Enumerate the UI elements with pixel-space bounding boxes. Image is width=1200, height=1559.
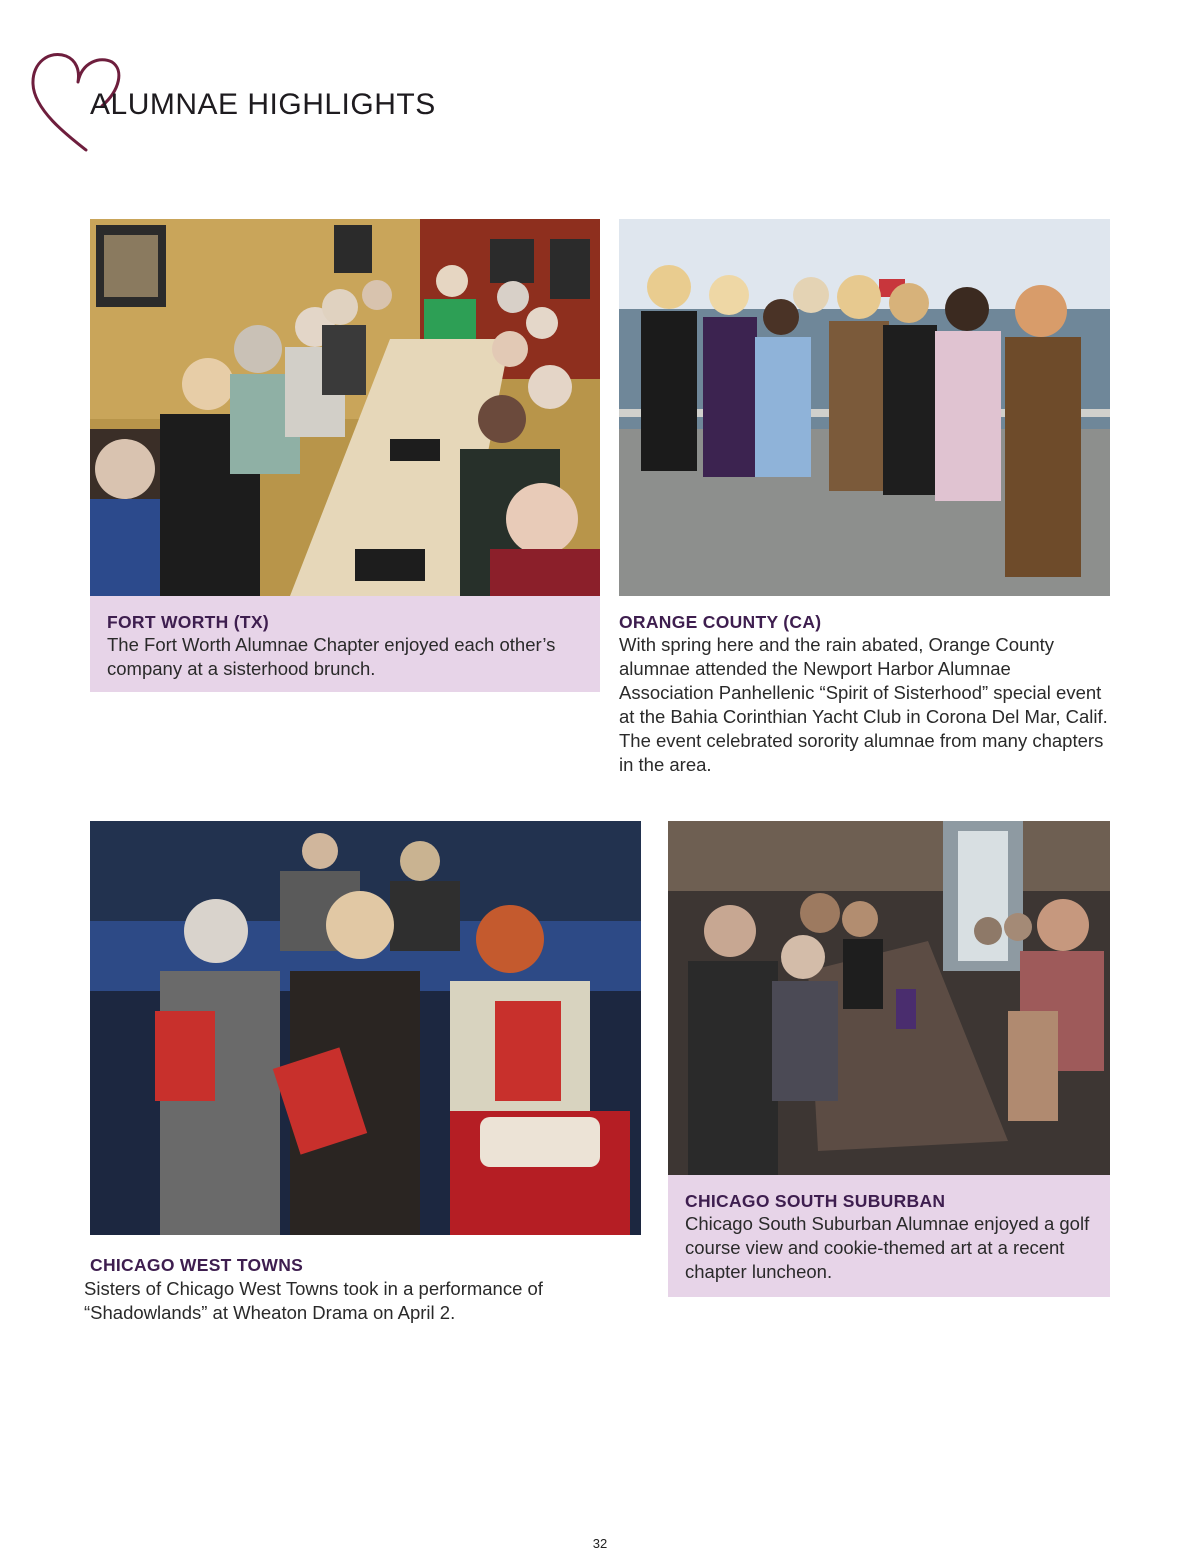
- fort-worth-photo: [90, 219, 600, 596]
- story-body: The Fort Worth Alumnae Chapter enjoyed each other’s company at a sisterhood brunch.: [107, 634, 556, 679]
- page-number: 32: [592, 1536, 608, 1551]
- chicago-south-suburban-photo: [668, 821, 1110, 1175]
- orange-county-photo: [619, 219, 1110, 596]
- chicago-south-suburban-caption-box: [668, 1175, 1110, 1297]
- story-body: With spring here and the rain abated, Orange County alumnae attended the Newport Harbor Alumnae Association Panhellenic “Spirit of Sisterhood” special event at the Bahia Corinthian Yacht Club in Corona Del Mar, Calif. The event celebrated sorority alumnae from many chapters in the area.: [619, 634, 1108, 775]
- story-body: Sisters of Chicago West Towns took in a performance of “Shadowlands” at Wheaton Drama on April 2.: [84, 1278, 543, 1323]
- story-body: Chicago South Suburban Alumnae enjoyed a golf course view and cookie-themed art at a recent chapter luncheon.: [685, 1213, 1090, 1282]
- story-heading: ORANGE COUNTY (CA): [619, 612, 822, 632]
- story-heading: FORT WORTH (TX): [107, 612, 269, 632]
- chicago-west-towns-photo: [90, 821, 641, 1235]
- story-heading: CHICAGO WEST TOWNS: [90, 1255, 304, 1275]
- fort-worth-caption-box: [90, 596, 600, 692]
- section-title: ALUMNAE HIGHLIGHTS: [90, 88, 436, 121]
- story-heading: CHICAGO SOUTH SUBURBAN: [685, 1191, 946, 1211]
